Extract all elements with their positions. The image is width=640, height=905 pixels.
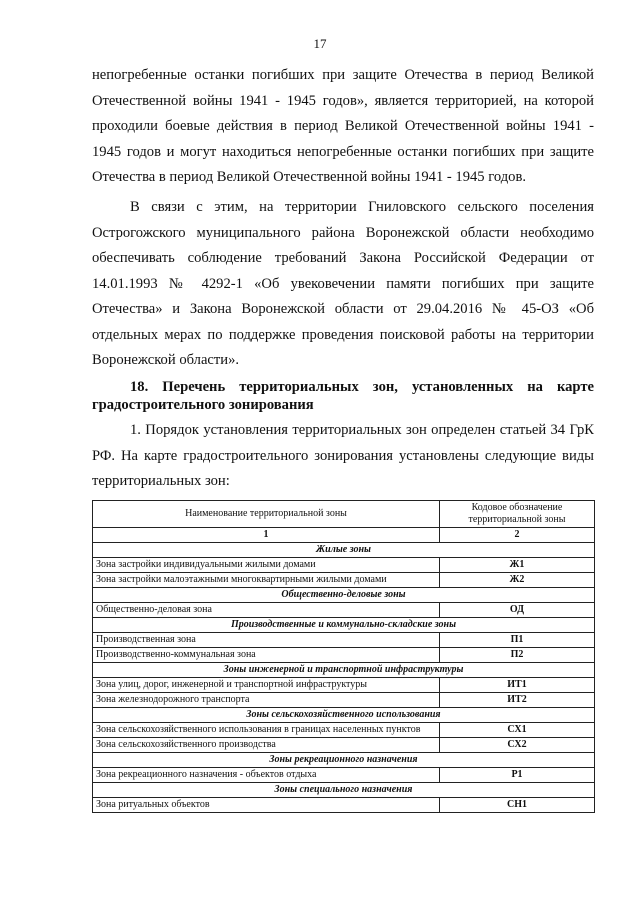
header-zone-code: Кодовое обозначение территориальной зоны: [440, 501, 595, 528]
zone-group-title: Зоны инженерной и транспортной инфраструктуры: [93, 663, 595, 678]
zone-code-cell: Ж1: [440, 558, 595, 573]
index-cell: 2: [440, 528, 595, 543]
table-row: [93, 633, 595, 648]
zone-group-row: [93, 783, 595, 798]
paragraph-2-container: [92, 195, 594, 374]
zone-name-cell: Зона сельскохозяйственного производства: [93, 738, 440, 753]
zone-code-cell: ИТ2: [440, 693, 595, 708]
table-header-row: [93, 501, 595, 528]
zone-group-row: [93, 708, 595, 723]
paragraph-3-container: [92, 418, 594, 495]
zone-group-row: [93, 753, 595, 768]
table-row: [93, 798, 595, 813]
table-row: [93, 678, 595, 693]
section-heading: 18. Перечень территориальных зон, установленных на карте градостроительного зонирования: [92, 379, 594, 413]
zone-name-cell: Зона сельскохозяйственного использования в границах населенных пунктов: [93, 723, 440, 738]
zone-name-cell: Зона застройки индивидуальными жилыми домами: [93, 558, 440, 573]
zone-name-cell: Зона ритуальных объектов: [93, 798, 440, 813]
zone-name-cell: Производственно-коммунальная зона: [93, 648, 440, 663]
paragraph-3: 1. Порядок установления территориальных зон определен статьей 34 ГрК РФ. На карте градостроительного зонирования установлены следующие виды территориальных зон:: [92, 422, 594, 489]
paragraph-2: В связи с этим, на территории Гниловского сельского поселения Острогожского муниципального района Воронежской области необходимо обеспечивать соблюдение требований Закона Российской Федерации от 14.01.1993 № 4292-1 «Об увековечении памяти погибших при защите Отечества» и Закона Воронежской области от 29.04.2016 № 45-ОЗ «Об отдельных мерах по поддержке проведения поисковой работы на территории Воронежской области».: [92, 199, 594, 368]
table-row: [93, 558, 595, 573]
table-row: [93, 648, 595, 663]
zone-code-cell: Р1: [440, 768, 595, 783]
zone-code-cell: ИТ1: [440, 678, 595, 693]
zone-group-title: Зоны сельскохозяйственного использования: [93, 708, 595, 723]
table-row: [93, 603, 595, 618]
zones-table: [92, 500, 595, 813]
zone-group-title: Производственные и коммунально-складские зоны: [93, 618, 595, 633]
zone-name-cell: Общественно-деловая зона: [93, 603, 440, 618]
table-row: [93, 723, 595, 738]
zone-group-row: [93, 543, 595, 558]
zone-name-cell: Зона рекреационного назначения - объектов отдыха: [93, 768, 440, 783]
zone-name-cell: Зона железнодорожного транспорта: [93, 693, 440, 708]
table-row: [93, 693, 595, 708]
zone-name-cell: Зона улиц, дорог, инженерной и транспортной инфраструктуры: [93, 678, 440, 693]
header-zone-name: Наименование территориальной зоны: [93, 501, 440, 528]
table-row: [93, 573, 595, 588]
paragraph-1-container: [92, 63, 594, 191]
zone-code-cell: П1: [440, 633, 595, 648]
zone-group-row: [93, 618, 595, 633]
zone-group-row: [93, 588, 595, 603]
zone-group-title: Общественно-деловые зоны: [93, 588, 595, 603]
table-row: [93, 768, 595, 783]
zone-code-cell: ОД: [440, 603, 595, 618]
zones-table-body: [93, 528, 595, 813]
table-index-row: [93, 528, 595, 543]
page-number: 17: [313, 36, 327, 51]
zone-code-cell: СХ2: [440, 738, 595, 753]
zone-name-cell: Производственная зона: [93, 633, 440, 648]
zone-code-cell: СН1: [440, 798, 595, 813]
zone-group-title: Зоны специального назначения: [93, 783, 595, 798]
zone-code-cell: Ж2: [440, 573, 595, 588]
zone-group-row: [93, 663, 595, 678]
table-row: [93, 738, 595, 753]
index-cell: 1: [93, 528, 440, 543]
zone-code-cell: П2: [440, 648, 595, 663]
zone-group-title: Жилые зоны: [93, 543, 595, 558]
zone-code-cell: СХ1: [440, 723, 595, 738]
zone-name-cell: Зона застройки малоэтажными многоквартирными жилыми домами: [93, 573, 440, 588]
zone-group-title: Зоны рекреационного назначения: [93, 753, 595, 768]
paragraph-1: непогребенные останки погибших при защите Отечества в период Великой Отечественной войны 1941 - 1945 годов», является территорией, на которой проходили боевые действия в период Великой Отечественной войны 1941 - 1945 годов и могут находиться непогребенные останки погибших при защите Отечества в период Великой Отечественной войны 1941 - 1945 годов.: [92, 67, 594, 185]
